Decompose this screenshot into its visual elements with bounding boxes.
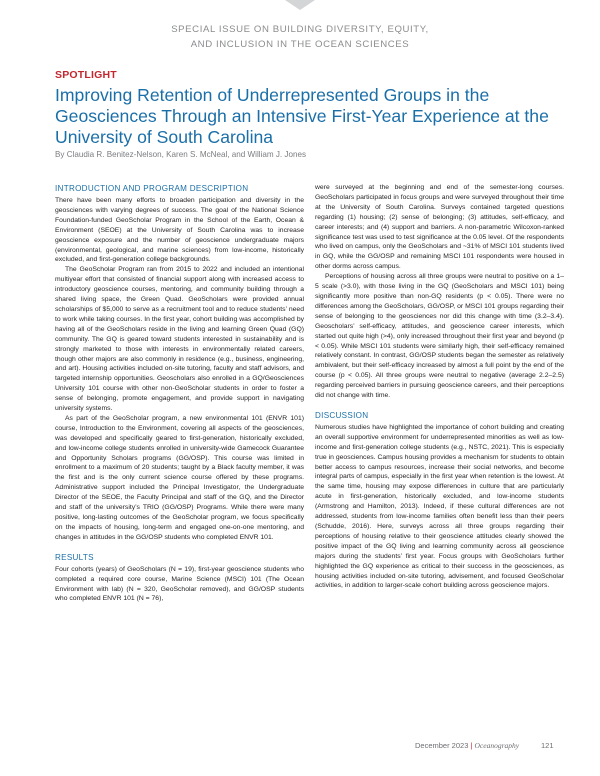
intro-paragraph-3: As part of the GeoScholar program, a new environmental 101 (ENVR 101) course, Introduction to the Environment, covering all aspects of the geosciences, was developed and specifically geared to first-generation, historically excluded, and low-income college students enrolled in university-wide Gamecock Guarantee and Opportunity Scholars programs (GG/OSP). This course was limited in enrollment to a maximum of 20 students; taught by a Black faculty member, it was the first and is the only current science course offered by these programs. Administrative support included the Principal Investigator, the Undergraduate Director of the SEOE, the Faculty Principal and staff of the GQ, and the Director and staff of the university’s TRIO (GG/OSP) Programs. While there were many positive, long-lasting outcomes of the GeoScholar program, we focus specifically on the impacts of housing, long-term and engaged one-on-one mentoring, and changes in attitudes in the GG/OSP students who completed ENVR 101. xyxy=(55,414,304,541)
footer-date: December 2023 xyxy=(415,741,469,750)
page-number: 121 xyxy=(541,741,554,750)
special-issue-line-1: SPECIAL ISSUE ON BUILDING DIVERSITY, EQUITY, xyxy=(171,24,429,35)
special-issue-header xyxy=(0,22,600,52)
right-column xyxy=(315,183,564,591)
footer-separator: | xyxy=(470,741,473,750)
article-authors: By Claudia R. Benitez-Nelson, Karen S. McNeal, and William J. Jones xyxy=(55,150,307,159)
results-paragraph-1-continued: were surveyed at the beginning and end of the semester-long courses. GeoScholars participated in focus groups and were surveyed throughout their time at the University of South Carolina. Surveys contained targeted questions regarding (1) housing; (2) sense of belonging; (3) attitudes, self-efficacy, and career interests; and (4) support and barriers. A non-parametric Wilcoxon-ranked significance test was used to test significance at the 0.05 level. Of the respondents who lived on campus, only the GeoScholars and ~31% of MSCI 101 students lived in GQ, while the GG/OSP and remaining MSCI 101 respondents were housed in other dorms across campus. xyxy=(315,184,564,271)
special-issue-line-2: AND INCLUSION IN THE OCEAN SCIENCES xyxy=(190,39,410,50)
intro-paragraph-2: The GeoScholar Program ran from 2015 to 2022 and included an intentional multiyear effort that consisted of financial support along with increased access to introductory geoscience courses, mentoring, and community building through a shared living space, the Green Quad. GeoScholars were provided annual scholarships of $5,000 to serve as a recruitment tool and to reduce students’ need to work while taking courses. In the first year, cohort building was accomplished by having all of the GeoScholars reside in the living and learning Green Quad (GQ) community. The GQ is geared toward students interested in sustainability and is strongly marketed to those with interests in environmentally related careers, though other majors are also commonly in residence (e.g., business, engineering, and art). Housing activities included on-site tutoring, faculty and staff advisors, and targeted internship opportunities. Geoscholars also enrolled in a GQ/Geosciences University 101 course with other non-GeoScholar students in order to foster a sense of belonging, promote engagement, and provide support in navigating university systems. xyxy=(55,266,304,413)
section-kicker: SPOTLIGHT xyxy=(55,69,117,81)
discussion-paragraph-1: Numerous studies have highlighted the importance of cohort building and creating an overall supportive environment for underrepresented minorities as well as low-income and first-generation college students (e.g., NSTC, 2021). This is especially true in geosciences. Campus housing provides a mechanism for students to obtain better access to campus resources, increase their social networks, and become integral parts of campus, especially in the first year when retention is the lowest. At the same time, housing may expose differences in culture that are particularly acute in first-generation, historically excluded, and low-income students (Armstrong and Hamilton, 2013). Indeed, if these cultural differences are not addressed, students from low-income families often benefit less than their peers (Schudde, 2016). Here, surveys across all three groups regarding their perceptions of housing relative to their geoscience attitudes clearly showed the positive impact of the GQ living and learning community across all geoscience majors during the students’ first year. Focus groups with GeoScholars further highlighted the GQ experience as critical to their success in the geosciences, as housing activities included on-site tutoring, advisement, and focused GeoScholar activities, in addition to larger-scale cohort building across geoscience majors. xyxy=(315,423,564,590)
intro-paragraph-1: There have been many efforts to broaden participation and diversity in the geosciences with varying degrees of success. The goal of the National Science Foundation-funded GeoScholar Program in the School of the Earth, Ocean & Environment (SEOE) at the University of South Carolina was to increase geoscience exposure and the number of geoscience undergraduate majors (environmental, geological, and marine sciences) from low-income, historically excluded, and first-generation college backgrounds. xyxy=(55,197,304,264)
left-column xyxy=(55,183,304,604)
page-footer xyxy=(415,741,519,750)
results-heading: RESULTS xyxy=(55,552,94,562)
results-paragraph-1: Four cohorts (years) of GeoScholars (N = 19), first-year geoscience students who completed a required core course, Marine Science (MSCI) 101 (The Ocean Environment with lab) (N = 320, GeoScholar removed), and GG/OSP students who completed ENVR 101 (N = 76), xyxy=(55,565,304,603)
header-triangle-decoration xyxy=(0,0,600,10)
discussion-heading: DISCUSSION xyxy=(315,410,369,420)
article-title: Improving Retention of Underrepresented Groups in the Geosciences Through an Intensive First-Year Experience at the University of South Carolina xyxy=(55,85,549,147)
results-paragraph-2: Perceptions of housing across all three groups were neutral to positive on a 1–5 scale (>3.0), with those living in the GQ (GeoScholars and MSCI 101) being significantly more positive than non-GQ residents (p < 0.05). There were no differences among the GeoScholars, GG/OSP, or MSCI 101 groups regarding their sense of belonging to the geosciences nor did this change with time (3.2–3.4). Geoscholars’ self-efficacy, attitudes, and geoscience career interests, which started out quite high (>4), only increased throughout their first year and beyond (p < 0.05). While MSCI 101 students were similarly high, their self-efficacy remained relatively constant. In contrast, GG/OSP students began the semester as relatively ambivalent, but their self-efficacy increased by almost a full point by the end of the course (p < 0.05). All three groups were neutral to negative (average 2.2–2.5) regarding perceived barriers in pursuing geoscience careers, and their perceptions did not change with time. xyxy=(315,273,564,400)
footer-journal: Oceanography xyxy=(474,741,520,750)
intro-heading: INTRODUCTION AND PROGRAM DESCRIPTION xyxy=(55,184,249,193)
